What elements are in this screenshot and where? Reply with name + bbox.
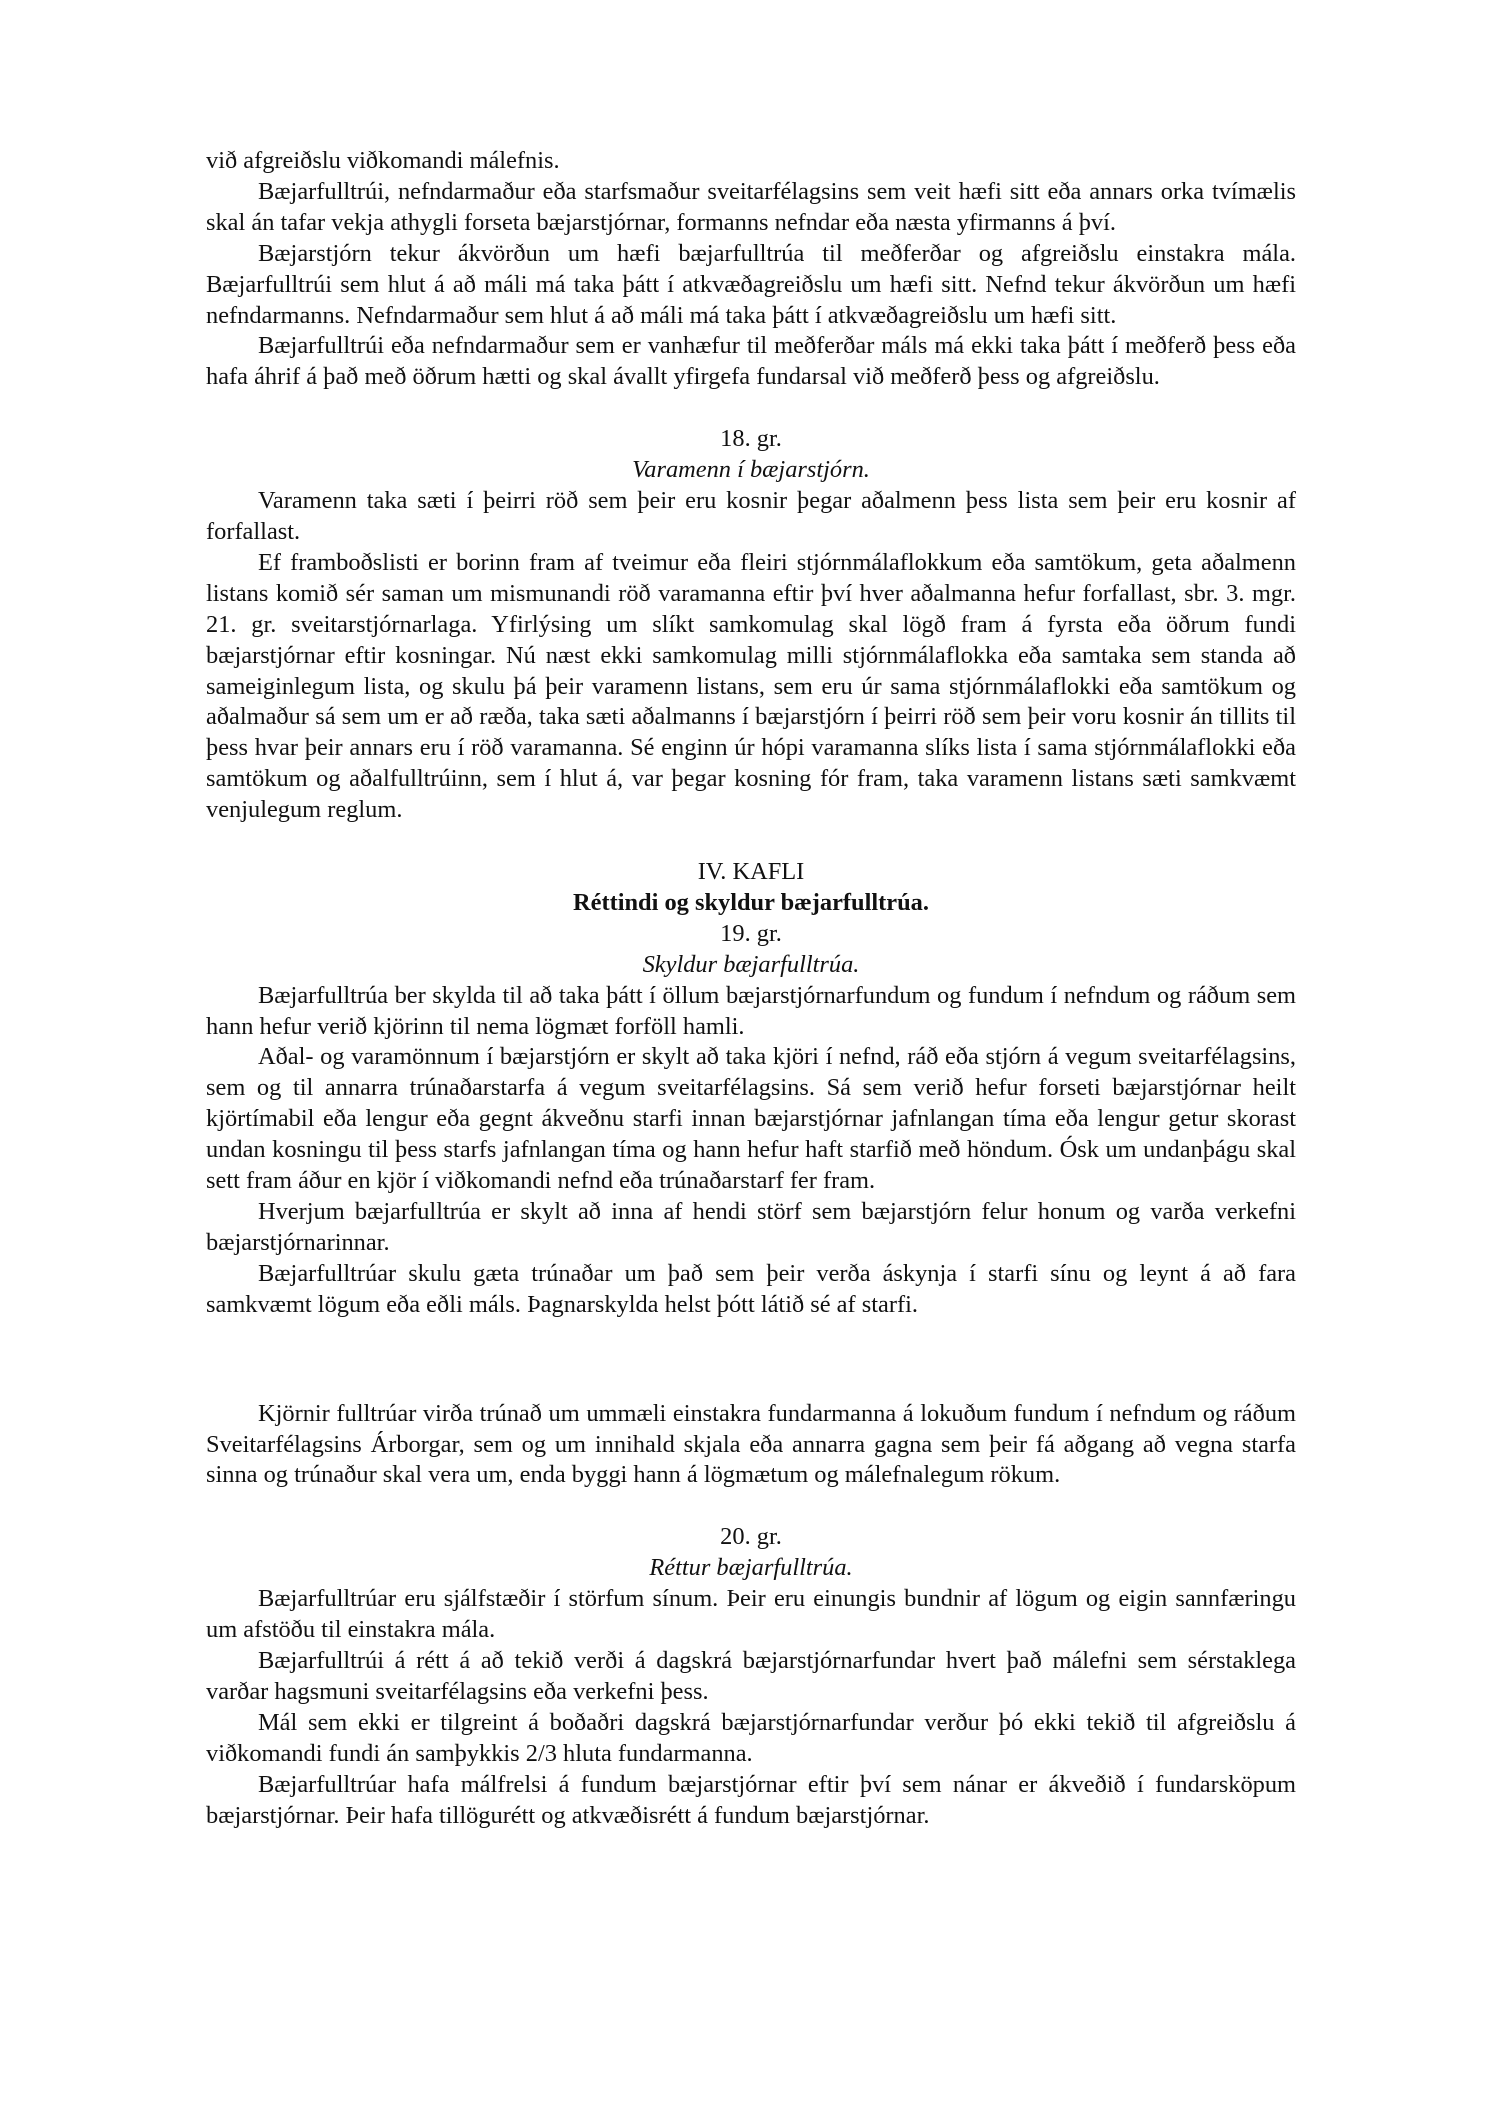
section-title: Réttur bæjarfulltrúa. — [649, 1554, 853, 1582]
spacer — [206, 1321, 1296, 1399]
section-number: 18. gr. — [720, 425, 782, 453]
section-title: Skyldur bæjarfulltrúa. — [642, 950, 860, 978]
document-page — [206, 146, 1296, 1831]
paragraph: Varamenn taka sæti í þeirri röð sem þeir eru kosnir þegar aðalmenn þess lista sem þeir eru kosnir af forfallast. — [206, 487, 1296, 545]
paragraph: Bæjarfulltrúa ber skylda til að taka þátt í öllum bæjarstjórnarfundum og fundum í nefndum og ráðum sem hann hefur verið kjörinn til nema lögmæt forföll hamli. — [206, 981, 1296, 1040]
paragraph: Aðal- og varamönnum í bæjarstjórn er skylt að taka kjöri í nefnd, ráð eða stjórn á vegum sveitarfélagsins, sem og til annarra trúnaðarstarfa á vegum sveitarfélagsins. Sá sem verið hefur forseti bæjarstjórnar heilt kjörtímabil eða lengur eða gegnt ákveðnu starfi innan bæjarstjórnar jafnlangan tíma eða lengur getur skorast undan kosningu til þess starfs jafnlangan tíma og hann hefur haft starfið með höndum. Ósk um undanþágu skal sett fram áður en kjör í viðkomandi nefnd eða trúnaðarstarf fer fram. — [206, 1043, 1296, 1195]
paragraph: Bæjarfulltrúar hafa málfrelsi á fundum bæjarstjórnar eftir því sem nánar er ákveðið í fundarsköpum bæjarstjórnar. Þeir hafa tillögurétt og atkvæðisrétt á fundum bæjarstjórnar. — [206, 1770, 1296, 1829]
paragraph: Bæjarfulltrúi á rétt á að tekið verði á dagskrá bæjarstjórnarfundar hvert það málefni sem sérstaklega varðar hagsmuni sveitarfélagsins eða verkefni þess. — [206, 1646, 1296, 1705]
paragraph: Mál sem ekki er tilgreint á boðaðri dagskrá bæjarstjórnarfundar verður þó ekki tekið til afgreiðslu á viðkomandi fundi án samþykkis 2/3 hluta fundarmanna. — [206, 1708, 1296, 1767]
spacer — [206, 1491, 1296, 1522]
paragraph: Ef framboðslisti er borinn fram af tveimur eða fleiri stjórnmálaflokkum eða samtökum, geta aðalmenn listans komið sér saman um mismunandi röð varamanna eftir því hver aðalmanna hefur forfallast, sbr. 3. mgr. 21. gr. sveitarstjórnarlaga. Yfirlýsing um slíkt samkomulag skal lögð fram á fyrsta eða öðrum fundi bæjarstjórnar eftir kosningar. Nú næst ekki samkomulag milli stjórnmálaflokka eða samtaka sem standa að sameiginlegum lista, og skulu þá þeir varamenn listans, sem eru úr sama stjórnmálaflokki eða samtökum og aðalmaður sá sem um er að ræða, taka sæti aðalmanns í bæjarstjórn í þeirri röð sem þeir voru kosnir án tillits til þess hvar þeir annars eru í röð varamanna. Sé enginn úr hópi varamanna slíks lista í sama stjórnmálaflokki eða samtökum og aðalfulltrúinn, sem í hlut á, var þegar kosning fór fram, taka varamenn listans sæti samkvæmt venjulegum reglum. — [206, 548, 1296, 824]
spacer — [206, 826, 1296, 857]
chapter-title: Réttindi og skyldur bæjarfulltrúa. — [573, 888, 929, 916]
section-number: 20. gr. — [720, 1523, 782, 1551]
section-title: Varamenn í bæjarstjórn. — [632, 456, 870, 484]
spacer — [206, 393, 1296, 424]
paragraph: Bæjarfulltrúi, nefndarmaður eða starfsmaður sveitarfélagsins sem veit hæfi sitt eða annars orka tvímælis skal án tafar vekja athygli forseta bæjarstjórnar, formanns nefndar eða næsta yfirmanns á því. — [206, 177, 1296, 236]
paragraph: Kjörnir fulltrúar virða trúnað um ummæli einstakra fundarmanna á lokuðum fundum í nefndum og ráðum Sveitarfélagsins Árborgar, sem og um innihald skjala eða annarra gagna sem þeir fá aðgang að vegna starfa sinna og trúnaður skal vera um, enda byggi hann á lögmætum og málefnalegum rökum. — [206, 1399, 1296, 1489]
paragraph: Bæjarstjórn tekur ákvörðun um hæfi bæjarfulltrúa til meðferðar og afgreiðslu einstakra mála. Bæjarfulltrúi sem hlut á að máli má taka þátt í atkvæðagreiðslu um hæfi sitt. Nefnd tekur ákvörðun um hæfi nefndarmanns. Nefndarmaður sem hlut á að máli má taka þátt í atkvæðagreiðslu um hæfi sitt. — [206, 239, 1296, 329]
paragraph: Hverjum bæjarfulltrúa er skylt að inna af hendi störf sem bæjarstjórn felur honum og varða verkefni bæjarstjórnarinnar. — [206, 1198, 1296, 1256]
paragraph: við afgreiðslu viðkomandi málefnis. — [206, 147, 560, 174]
chapter-label: IV. KAFLI — [697, 858, 805, 886]
paragraph: Bæjarfulltrúar skulu gæta trúnaðar um það sem þeir verða áskynja í starfi sínu og leynt á að fara samkvæmt lögum eða eðli máls. Þagnarskylda helst þótt látið sé af starfi. — [206, 1259, 1296, 1318]
section-number: 19. gr. — [720, 919, 782, 947]
paragraph: Bæjarfulltrúar eru sjálfstæðir í störfum sínum. Þeir eru einungis bundnir af lögum og eigin sannfæringu um afstöðu til einstakra mála. — [206, 1585, 1296, 1644]
paragraph: Bæjarfulltrúi eða nefndarmaður sem er vanhæfur til meðferðar máls má ekki taka þátt í meðferð þess eða hafa áhrif á það með öðrum hætti og skal ávallt yfirgefa fundarsal við meðferð þess og afgreiðslu. — [206, 332, 1296, 391]
